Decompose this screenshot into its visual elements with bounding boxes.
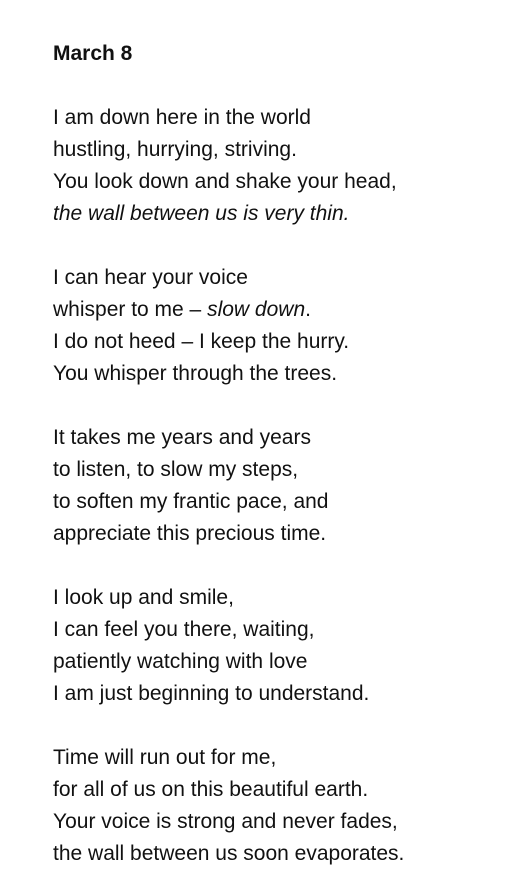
poem-line: You whisper through the trees. xyxy=(53,362,338,385)
stanza-4 xyxy=(53,582,513,710)
poem-line: Your voice is strong and never fades, xyxy=(53,810,398,833)
poem-page xyxy=(53,38,513,870)
poem-line: I can hear your voice xyxy=(53,266,248,289)
poem-line: I do not heed – I keep the hurry. xyxy=(53,330,350,353)
poem-line: for all of us on this beautiful earth. xyxy=(53,778,369,801)
poem-line: I am just beginning to understand. xyxy=(53,682,370,705)
poem-line-italic: the wall between us is very thin. xyxy=(53,202,350,225)
line-segment: whisper to me – xyxy=(53,298,208,321)
poem-line: I am down here in the world xyxy=(53,106,311,129)
stanza-3 xyxy=(53,422,513,550)
poem-line: to listen, to slow my steps, xyxy=(53,458,299,481)
poem-line: It takes me years and years xyxy=(53,426,311,449)
poem-line: I look up and smile, xyxy=(53,586,234,609)
poem-line: the wall between us soon evaporates. xyxy=(53,842,405,865)
poem-line: appreciate this precious time. xyxy=(53,522,327,545)
poem-line: Time will run out for me, xyxy=(53,746,277,769)
poem-line: patiently watching with love xyxy=(53,650,308,673)
poem-line-mixed xyxy=(53,294,513,326)
poem-line: to soften my frantic pace, and xyxy=(53,490,329,513)
line-segment: . xyxy=(305,298,311,321)
poem-line: You look down and shake your head, xyxy=(53,170,397,193)
poem-title: March 8 xyxy=(53,42,133,65)
stanza-2 xyxy=(53,262,513,390)
poem-line: I can feel you there, waiting, xyxy=(53,618,315,641)
line-segment-italic: slow down xyxy=(207,298,306,321)
stanza-5 xyxy=(53,742,513,870)
poem-line: hustling, hurrying, striving. xyxy=(53,138,297,161)
stanza-1 xyxy=(53,102,513,230)
